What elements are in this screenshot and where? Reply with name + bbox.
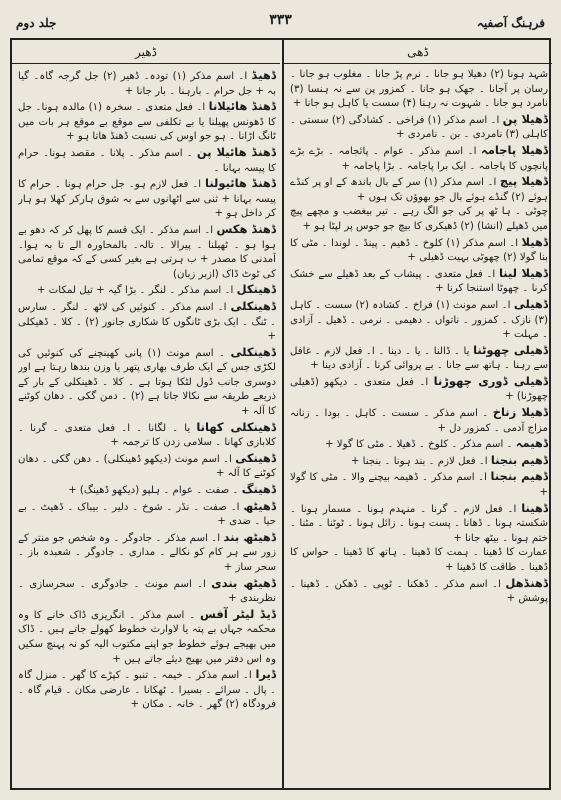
entry-definition: ا۔ اسم مذکر (۱) کلوخ ۔ ڈھیم ۔ پینڈ ۔ لوندا ۔ مٹی کا بنا گولا (۲) چھوٹی بہیت ڈھیلی + bbox=[290, 237, 548, 264]
entry-headword: ڈھیمہ bbox=[515, 436, 548, 451]
dictionary-entry bbox=[290, 343, 548, 374]
entry-definition: ۔ اسم مونث (۱) پانی کھینچنے کی کنوئیں کی لکڑی جس کے ایک طرف بھاری پتھر یا وزن بندھا رہتا ہے اور دوسری جانب ڈول لٹکا ہوتا ہے ۔ کلا ۔ ڈھینکلی کے بار کے ذریعے طریقہ سے نکالا جاتا ہے (۲) ۔ دمن گکی ۔ دھان کوٹنے کا آلہ + bbox=[18, 347, 276, 418]
entry-definition: یا ۔ لگانا ۔ ا۔ فعل متعدی ۔ گرنا ۔ کلابازی کھانا ۔ سلامی زدن کا ترجمہ + bbox=[18, 422, 276, 449]
entry-headword: ڈھیٹھ بند bbox=[223, 529, 276, 544]
page-number: ۳۳۳ bbox=[269, 12, 292, 28]
entry-headword: ڈھیم بنجنا bbox=[490, 452, 548, 467]
dictionary-entry bbox=[290, 112, 548, 143]
entry-definition: ا۔ اسم مونث ۔ جادوگری ۔ سحرسازی ۔ نظربندی + bbox=[18, 578, 276, 605]
entry-headword: ڈھیلی bbox=[513, 296, 548, 311]
entry-definition: ا۔ اسم مونث (دیکھو ڈھینکلی) ۔ دھن گکی ۔ دھان کوٹنے کا آلہ + bbox=[18, 453, 276, 480]
entry-headword: ڈھیلا bbox=[521, 234, 548, 249]
entry-definition: ا۔ اسم مذکر ۔ ڈھکنا ۔ ٹوپی ۔ ڈھکن ۔ ڈھپنا ۔ پوشش + bbox=[290, 578, 548, 605]
page-header bbox=[10, 10, 551, 36]
dictionary-entry bbox=[18, 451, 276, 482]
dictionary-entry bbox=[290, 68, 548, 112]
entry-headword: ڈھیلا لینا bbox=[498, 265, 548, 280]
dictionary-entry bbox=[18, 482, 276, 499]
entry-definition: ا۔ اسم مذکر ۔ لنگر ۔ بڑا گیہ + تیل لمکات + bbox=[36, 285, 234, 297]
entry-headword: ڈھیلا پیچ bbox=[499, 174, 548, 189]
entry-headword: ڈھینکل bbox=[236, 282, 276, 297]
dictionary-entry bbox=[290, 297, 548, 343]
entry-definition: عمارت کا ڈھینا ۔ ہمت کا ڈھینا ۔ ہاتھ کا ڈھینا ۔ حواس کا ڈھینا ۔ طاقت کا ڈھینا + bbox=[290, 547, 548, 573]
entry-headword: ڈھنڈ ھکس bbox=[216, 221, 276, 236]
entry-headword: ڈھیلا پن bbox=[502, 111, 548, 126]
dictionary-entry bbox=[18, 222, 276, 282]
entry-definition: ا۔ صفت ۔ نڈر ۔ شوخ ۔ دلیر ۔ بیباک ۔ ڈھیٹ ۔ بے حیا ۔ ضدی + bbox=[18, 501, 276, 528]
dictionary-entry bbox=[18, 176, 276, 222]
dictionary-entry bbox=[18, 420, 276, 451]
dictionary-entry bbox=[18, 576, 276, 607]
dictionary-entry bbox=[18, 282, 276, 299]
right-column bbox=[290, 68, 548, 782]
entry-headword: ڈھیلی ڈوری چھوڑنا bbox=[433, 373, 548, 388]
entry-headword: ڈھیڈ bbox=[251, 68, 276, 82]
entry-definition: ا۔ فعل لازم ۔ بند ہونا ۔ بنجنا + bbox=[350, 455, 488, 467]
entry-headword: ڈھنڈ ھائیلا پن bbox=[196, 144, 276, 159]
entry-headword: ڈیڈ لیٹر آفس bbox=[200, 606, 276, 621]
entry-definition: ۔ اسم مذکر ۔ کلوخ ۔ ڈھیلا ۔ مٹی کا گولا + bbox=[325, 439, 513, 451]
entry-definition: ۔ اسم مذکر ۔ انگریزی ڈاک خانے کا وہ محکمہ جہاں بے پتہ یا لاوارث خطوط کھولے جاتے ہیں ۔ ڈاک میں بھیجے ہوئے خطوط جو اپنے مکتوب الیہ کو نہ پہنچ سکیں وہ اس دفتر میں بھیج دیئے جاتے ہیں + bbox=[18, 609, 276, 665]
column-divider bbox=[282, 40, 284, 788]
dictionary-entry bbox=[18, 607, 276, 667]
entry-headword: ڈیرا bbox=[255, 667, 276, 682]
entry-headword: ڈھیلا زناخ bbox=[492, 405, 548, 420]
dictionary-entry bbox=[290, 576, 548, 607]
entry-definition: ا۔ اسم مونث (۱) فراخ ۔ کشادہ (۲) سست ۔ کاہل (۳) نازک ۔ کمزور ۔ ناتواں ۔ دھیمی ۔ نرمی ۔ ڈھیل ۔ آزادی ۔ مہلت + bbox=[290, 299, 548, 341]
entry-definition: ا۔ فعل لازم ہو۔ جل حرام ہونا ۔ حرام کا پیسہ بہانا + ثنی سے اٹھانوں سے بہ شوق ہارکر کھلا ہو ہار کر داخل ہو + bbox=[18, 179, 276, 220]
dictionary-entry bbox=[290, 546, 548, 575]
entry-definition: ا۔ اسم مذکر ۔ جادوگر ۔ وہ شخص جو منتر کے زور سے ہر کام کو نکالے ۔ مداری ۔ جادوگر ۔ شعبدہ باز ۔ سحر ساز + bbox=[18, 532, 276, 573]
entry-definition: ا۔ اسم مذکر ۔ خیمہ ۔ تنبو ۔ کپڑے کا گھر ۔ منزل گاہ ۔ پال ۔ سرائے ۔ بسیرا ۔ ٹھکانا ۔ عارضی مکان ۔ قیام گاہ ۔ فرودگاہ (۲) گھر ۔ خانہ ۔ مکان + bbox=[18, 670, 276, 711]
entry-headword: ڈھینا bbox=[521, 500, 548, 515]
dictionary-entry bbox=[18, 667, 276, 713]
entry-headword: ڈھینکلی bbox=[230, 344, 276, 359]
entry-definition: ا۔ اسم مذکر ۔ ایک قسم کا پھل کر کہ دھو بے ہوا ہو ۔ ٹھیلنا ۔ پیرالا ۔ تالہ۔ بالمحاورہ الے تا بہ ہوا۔ آمدنی کا مصدر + ب ہرتی ہے بغیر کسی کے کہ موقع تمامی کی ٹوٹ ڈاک (ازبر زبان) bbox=[18, 224, 276, 280]
entry-definition: ۔ صفت ۔ عوام ۔ ہلپو (دیکھو ڈھینگ) + bbox=[68, 485, 239, 497]
entry-headword: ڈھینکلی کھانا bbox=[196, 419, 276, 434]
entry-definition: ا۔ اسم مذکر ۔ ڈھیمہ بیچنے والا ۔ مٹی کا گولا + bbox=[290, 472, 548, 499]
entry-headword: ڈھنڈھل bbox=[505, 575, 548, 590]
dictionary-entry bbox=[290, 405, 548, 436]
entry-definition: ا۔ فعل متعدی ۔ سخرہ (۱) مالدہ ہونا۔ جل کا ڈھونس پھیلنا یا بے تکلفی سے موقع بے موقع ہر بات میں ٹانگ اڑانا ۔ ہو جو اوس کی نسبت ڈھنڈ ھاتا ہو + bbox=[18, 102, 276, 143]
dictionary-entry bbox=[290, 235, 548, 266]
dictionary-entry bbox=[18, 299, 276, 345]
entry-definition: ا۔ اسم مذکر (۱) تودہ۔ ڈھیر (۲) جل گرجہ گاہ۔ گیا بہ + جل حرام ۔ بارہنا ۔ بار جانا + bbox=[18, 71, 276, 97]
entry-definition: ۔ اسم مذکر ۔ پلانا ۔ مقصد ہونا۔ حرام کا پیسہ بہانا ۔ bbox=[18, 147, 276, 174]
dictionary-entry bbox=[18, 499, 276, 530]
entry-definition: ا۔ اسم مذکر ۔ کنوئیں کی لاٹھ ۔ لنگر ۔ سارس ۔ ٹنگ ۔ ایک بڑی ٹانگوں کا شکاری جانور (۲) ۔ کلا ۔ ڈھیکلی + bbox=[18, 301, 276, 343]
page-frame bbox=[10, 38, 551, 790]
entry-definition: ا۔ اسم مذکر (۱) فراخی ۔ کشادگی (۲) سستی ۔ کاہلی (۳) نامردی ۔ بن ۔ نامردی + bbox=[290, 114, 548, 141]
dictionary-entry bbox=[290, 501, 548, 547]
dictionary-entry bbox=[18, 530, 276, 576]
dictionary-entry bbox=[290, 143, 548, 174]
dictionary-entry bbox=[290, 374, 548, 405]
entry-headword: ڈھینگ bbox=[241, 482, 276, 497]
entry-headword: ڈھینکلی bbox=[230, 298, 276, 313]
dictionary-entry bbox=[18, 99, 276, 145]
dictionary-entry bbox=[290, 174, 548, 205]
volume-label: جلد دوم bbox=[16, 16, 57, 30]
entry-definition: شہد ہونا (۲) دھیلا ہو جانا ۔ نرم پڑ جانا ۔ مغلوب ہو جانا ۔ رسان پر آجانا ۔ جھک ہو جانا ۔ کمزور پن سے نہ ہنسا (۳) نامرد ہو جانا ۔ شہوت نہ رہنا (۴) سست یا کاہل ہو جانا + bbox=[290, 69, 548, 110]
entry-definition: ا۔ فعل لازم ۔ گرنا ۔ منہدم ہونا ۔ مسمار ہونا ۔ شکستہ ہونا ۔ ڈھانا ۔ پست ہونا ۔ زائل ہونا ۔ ٹوٹنا ۔ مٹنا ۔ ختم ہونا ۔ بیٹھ جانا + bbox=[290, 503, 548, 544]
entry-headword: ڈھیٹھ بندی bbox=[211, 575, 276, 590]
dictionary-entry bbox=[290, 205, 548, 234]
entry-definition: یا ۔ ڈالنا ۔ یا ۔ دینا ۔ ا۔ فعل لازم ۔ غافل سے رہنا ۔ ہاتھ سے جانا ۔ بے پروائی کرنا ۔ آزادی دینا + bbox=[290, 345, 548, 372]
entry-definition: ا۔ اسم مذکر ۔ عوام ۔ پائجامہ ۔ بڑے بڑے پانچوں کا پاجامہ ۔ ایک برا پاجامہ ۔ بڑا پاجامہ + bbox=[290, 145, 548, 172]
entry-definition: ا۔ اسم مذکر (۱) سر کے بال باندھ کے او پر کنڈے ہوئے (۲) گنڈے ہوئے بال جو بھوؤں تک ہوں + bbox=[290, 177, 548, 203]
dictionary-entry bbox=[18, 345, 276, 420]
entry-headword: ڈھیم بنجنا bbox=[490, 469, 548, 484]
entry-headword: ڈھیلی چھوٹنا bbox=[473, 342, 548, 357]
right-column-heading: ڈھی bbox=[284, 40, 552, 64]
dictionary-entry bbox=[290, 436, 548, 453]
entry-definition: چوٹی ۔ ہا ٹھ پر کی جو الگ رہے ۔ تیر بیغضب و مچھے پیچ میں ڈھیلے (انشا) (۲) ڈھیکری کا بیچ جو جوس پر لپٹا ہو + bbox=[290, 206, 548, 232]
entry-headword: ڈھیٹھ bbox=[243, 498, 276, 513]
left-column-heading: ڈھیر bbox=[12, 40, 280, 64]
dictionary-entry bbox=[290, 453, 548, 470]
entry-headword: ڈھینکی bbox=[235, 450, 276, 465]
dictionary-entry bbox=[18, 68, 276, 99]
entry-definition: ۔ اسم مذکر ۔ سست ۔ کاہل ۔ بودا ۔ زنانہ مزاج آدمی ۔ کمزور دل + bbox=[290, 408, 548, 434]
entry-headword: ڈھنڈ ھائیلانا bbox=[208, 99, 276, 114]
entry-headword: ڈھنڈ ھائیولنا bbox=[205, 176, 276, 191]
entry-headword: ڈھیلا پاجامہ bbox=[481, 142, 548, 157]
dictionary-entry bbox=[290, 469, 548, 500]
left-column bbox=[18, 68, 276, 782]
entry-definition: ا۔ فعل متعدی ۔ دیکھو (ڈھیلی چھوڑنا) + bbox=[290, 376, 548, 403]
running-title: فرہنگ آصفیہ bbox=[476, 16, 545, 30]
entry-definition: ا۔ فعل متعدی ۔ پیشاب کے بعد ڈھیلے سے خشک کرنا ۔ چھوٹا استنجا کرنا + bbox=[290, 268, 548, 295]
dictionary-entry bbox=[290, 266, 548, 297]
dictionary-entry bbox=[18, 145, 276, 176]
